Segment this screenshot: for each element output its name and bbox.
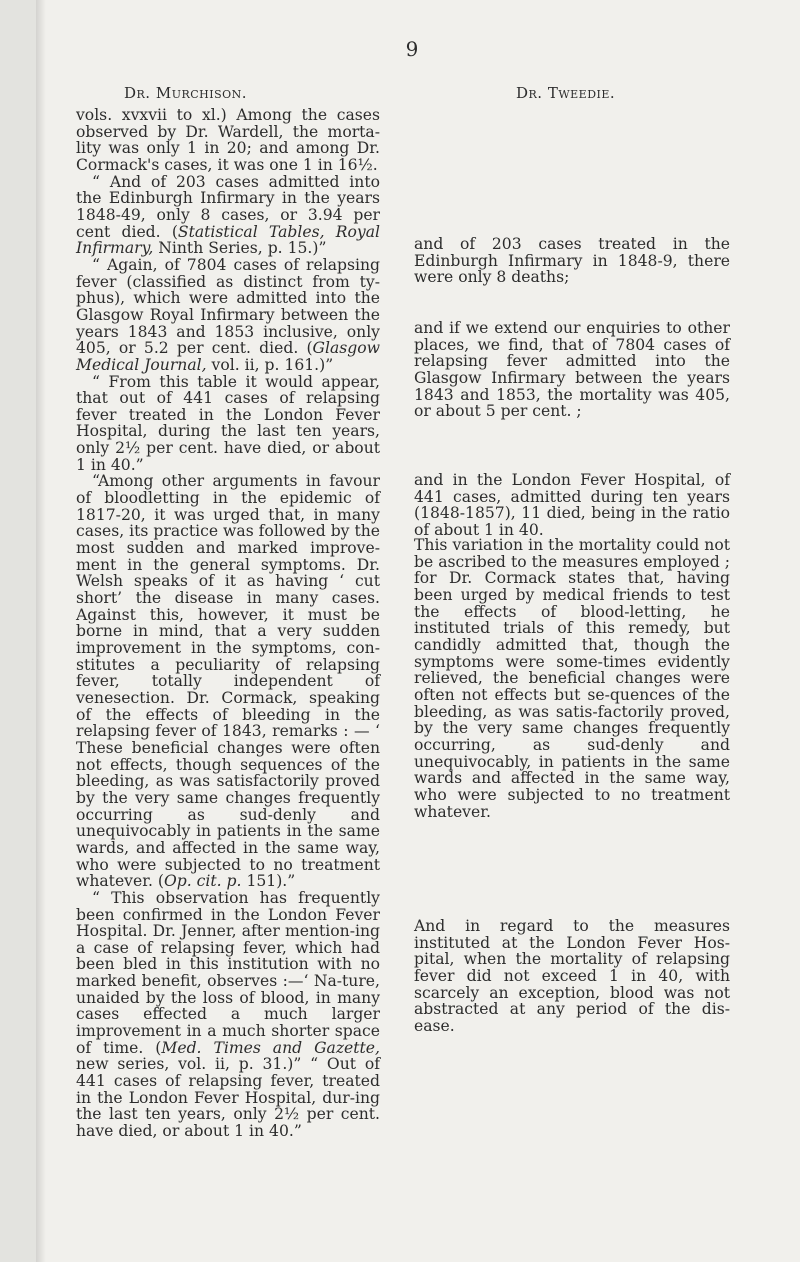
left-paragraph — [76, 107, 380, 174]
left-paragraph — [76, 374, 380, 474]
left-paragraph — [76, 257, 380, 374]
right-column-heading: Dr. Tweedie. — [516, 84, 616, 102]
book-page — [36, 0, 800, 1262]
right-column-paragraph — [414, 472, 730, 539]
text-run: And in regard to the measures instituted at the London Fever Hos-pital, when the mortality of relapsing fever did not exceed 1 in 40, with scarcely an exception, blood was not abstracted at any period of the dis-ease. — [414, 917, 730, 1035]
right-paragraph — [414, 918, 730, 1035]
text-run: vol. ii, p. 161.)” — [206, 355, 334, 374]
text-run: “ Again, of 7804 cases of relapsing fever (classified as distinct from ty-phus), which were admitted into the Glasgow Royal Infirmary between the years 1843 and 1853 inclusive, only 405, or 5.2 per cent. died. ( — [76, 255, 380, 358]
citation-italic: Op. cit. p. — [163, 872, 242, 891]
right-column-paragraph — [414, 320, 730, 420]
text-run: “Among other arguments in favour of bloodletting in the epidemic of 1817-20, it was urged that, in many cases, its practice was followed by the most sudden and marked improve-ment in the general symptoms. Dr. Welsh speaks of it as having ‘ cut short’ the disease in many cases. Against this, however, it must be borne in mind, that a very sudden improvement in the symptoms, con-stitutes a peculiarity of relapsing fever, totally independent of venesection. Dr. Cormack, speaking of the effects of bleeding in the relapsing fever of 1843, remarks : — ‘ These beneficial changes were often not effects, though sequences of the bleeding, as was satisfactorily proved by the very same changes frequently occurring as sud-denly and unequivocably in patients in the same wards, and affected in the same way, who were subjected to no treatment whatever. ( — [76, 472, 380, 891]
right-column-paragraph — [414, 236, 730, 286]
text-run: 151).” — [241, 872, 296, 891]
right-paragraph — [414, 320, 730, 420]
text-run: This variation in the mortality could not be ascribed to the measures employed ; for Dr. Cormack states that, having been urged by medical friends to test the effects of blood-letting, he instituted trials of this remedy, but candidly admitted that, though the symptoms were some-times evidently relieved, the beneficial changes were often not effects but se-quences of the bleeding, as was satis-factorily proved, by the very same changes frequently occurring, as sud-denly and unequivocably, in patients in the same wards and affected in the same way, who were subjected to no treatment whatever. — [414, 536, 730, 821]
right-paragraph — [414, 472, 730, 539]
page-gutter-shadow — [36, 0, 46, 1262]
text-run: “ From this table it would appear, that out of 441 cases of relapsing fever treated in the London Fever Hospital, during the last ten years, only 2½ per cent. have died, or about 1 in 40.” — [76, 372, 380, 474]
text-run: Ninth Series, p. 15.)” — [153, 239, 327, 258]
text-run: and in the London Fever Hospital, of 441 cases, admitted during ten years (1848-1857), 11 died, being in the ratio of about 1 in 40. — [414, 471, 730, 539]
left-paragraph — [76, 473, 380, 889]
citation-italic: Glasgow Medical Journal, — [76, 339, 380, 374]
text-run: vols. xvxvii to xl.) Among the cases observed by Dr. Wardell, the morta-lity was only 1 in 20; and among Dr. Cormack's cases, it was one 1 in 16½. — [76, 106, 380, 174]
page-number: 9 — [405, 37, 419, 61]
text-run: and of 203 cases treated in the Edinburgh Infirmary in 1848-9, there were only 8 deaths; — [414, 235, 730, 287]
right-paragraph — [414, 537, 730, 820]
citation-italic: Statistical Tables, Royal Infirmary, — [76, 222, 380, 258]
right-column-paragraph — [414, 537, 730, 820]
left-column-heading: Dr. Murchison. — [124, 84, 248, 102]
text-run: and if we extend our enquiries to other places, we find, that of 7804 cases of relapsing fever admitted into the Glasgow Infirmary between the years 1843 and 1853, the mortality was 405, or about 5 per cent. ; — [414, 319, 730, 421]
text-run: “ This observation has frequently been confirmed in the London Fever Hospital. Dr. Jenner, after mention-ing a case of relapsing fever, which had been bled in this institution with no marked benefit, observes :—‘ Na-ture, unaided by the loss of blood, in many cases effected a much larger improvement in a much shorter space of time. ( — [76, 888, 380, 1057]
left-paragraph — [76, 174, 380, 257]
citation-italic: Med. Times and Gazette, — [161, 1038, 380, 1057]
right-column-paragraph — [414, 918, 730, 1035]
right-paragraph — [414, 236, 730, 286]
text-run: new series, vol. ii, p. 31.)” “ Out of 441 cases of relapsing fever, treated in the London Fever Hospital, dur-ing the last ten years, only 2½ per cent. have died, or about 1 in 40.” — [76, 1055, 380, 1141]
left-paragraph — [76, 890, 380, 1140]
text-run: “ And of 203 cases admitted into the Edinburgh Infirmary in the years 1848-49, only 8 cases, or 3.94 per cent died. ( — [76, 172, 380, 241]
left-column-text — [76, 107, 380, 1140]
